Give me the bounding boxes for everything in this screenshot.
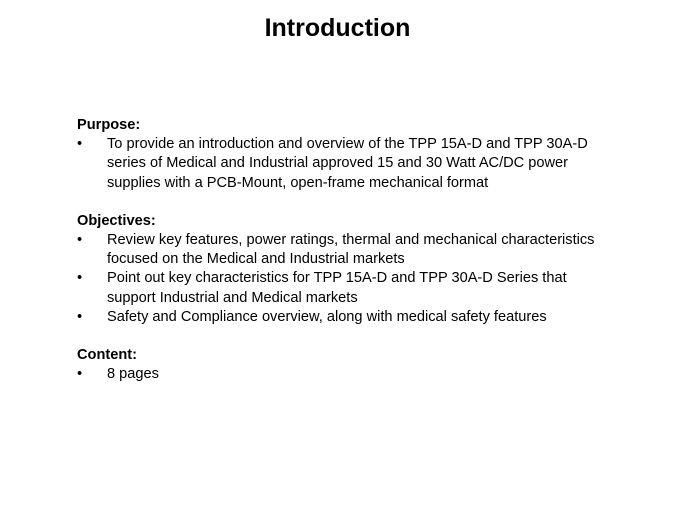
slide-title: Introduction [264,14,411,42]
bullet-text: To provide an introduction and overview of the TPP 15A-D and TPP 30A-D series of Medical and Industrial approved 15 and 30 Watt AC/DC power supplies with a PCB-Mount, open-frame mechanical format [107,136,588,191]
bullet-marker: • [77,232,83,249]
bullet-item [77,269,617,307]
bullet-text: Point out key characteristics for TPP 15A-D and TPP 30A-D Series that support Industrial and Medical markets [107,270,567,306]
bullet-text: 8 pages [107,366,159,383]
bullet-marker: • [77,136,83,153]
bullet-text: Safety and Compliance overview, along with medical safety features [107,308,547,325]
bullet-marker: • [77,366,83,383]
bullet-item [77,365,617,384]
section-heading: Purpose: [77,117,141,133]
content-section [77,346,617,384]
bullet-text: Review key features, power ratings, thermal and mechanical characteristics focused on the Medical and Industrial markets [107,232,595,268]
bullet-list [77,135,617,193]
section-heading: Objectives: [77,212,156,229]
section-heading: Content: [77,347,137,364]
bullet-list [77,231,617,327]
objectives-section [77,212,617,327]
bullet-item [77,308,617,327]
bullet-marker: • [77,308,83,325]
purpose-section [77,116,617,193]
bullet-item [77,231,617,269]
bullet-marker: • [77,270,83,287]
bullet-item [77,135,617,193]
bullet-list [77,365,617,384]
slide-body [77,116,617,403]
